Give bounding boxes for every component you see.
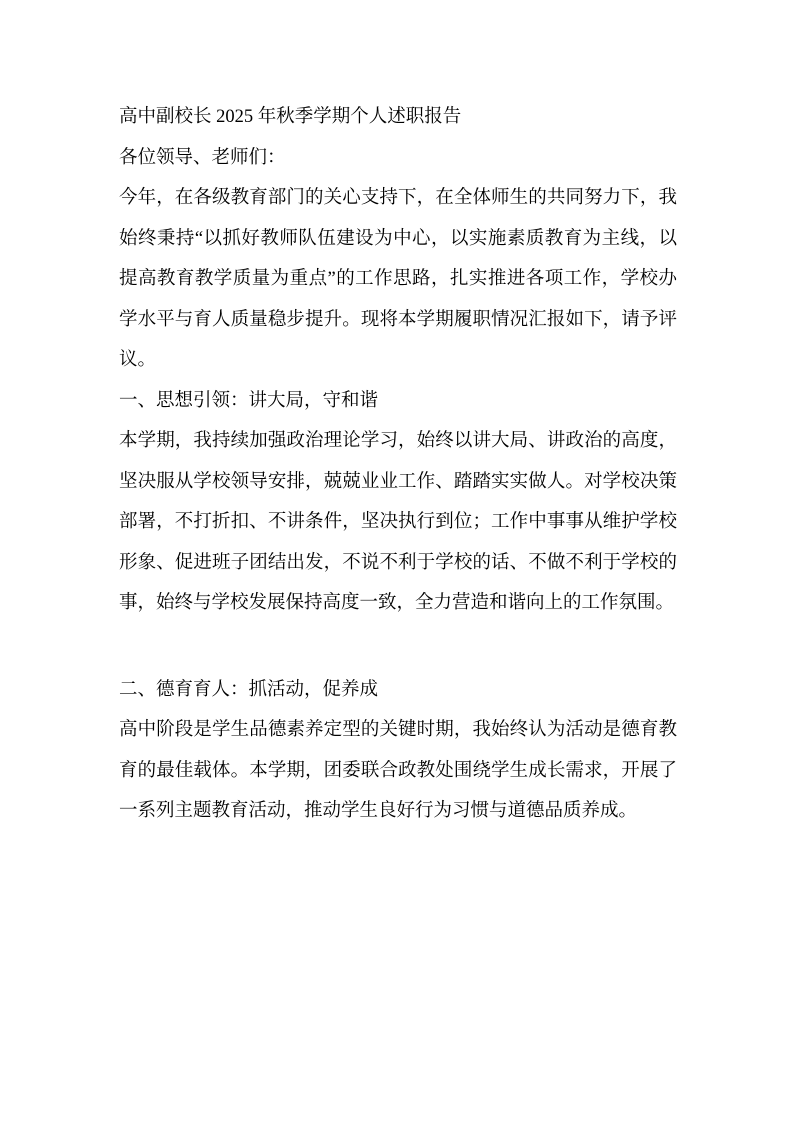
- salutation-line: 各位领导、老师们：: [119, 147, 286, 168]
- section-moral-education: [119, 670, 677, 832]
- section-1-heading: 一、思想引领：讲大局，守和谐: [119, 390, 379, 411]
- section-1-body: 本学期，我持续加强政治理论学习，始终以讲大局、讲政治的高度，坚决服从学校领导安排，兢兢业业工作、踏踏实实做人。对学校决策部署，不打折扣、不讲条件，坚决执行到位；工作中事事从维护学校形象、促进班子团结出发，不说不利于学校的话、不做不利于学校的事，始终与学校发展保持高度一致，全力营造和谐向上的工作氛围。: [119, 431, 677, 613]
- section-thought-leadership: [119, 381, 677, 624]
- section-2-body: 高中阶段是学生品德素养定型的关键时期，我始终认为活动是德育教育的最佳载体。本学期，团委联合政教处围绕学生成长需求，开展了一系列主题教育活动，推动学生良好行为习惯与道德品质养成。: [119, 720, 677, 821]
- section-2-heading: 二、德育育人：抓活动，促养成: [119, 679, 379, 700]
- document-title: 高中副校长 2025 年秋季学期个人述职报告: [119, 107, 462, 127]
- intro-paragraph: 今年，在各级教育部门的关心支持下，在全体师生的共同努力下，我始终秉持“以抓好教师队伍建设为中心，以实施素质教育为主线，以提高教育教学质量为重点”的工作思路，扎实推进各项工作，学校办学水平与育人质量稳步提升。现将本学期履职情况汇报如下，请予评议。: [119, 188, 677, 370]
